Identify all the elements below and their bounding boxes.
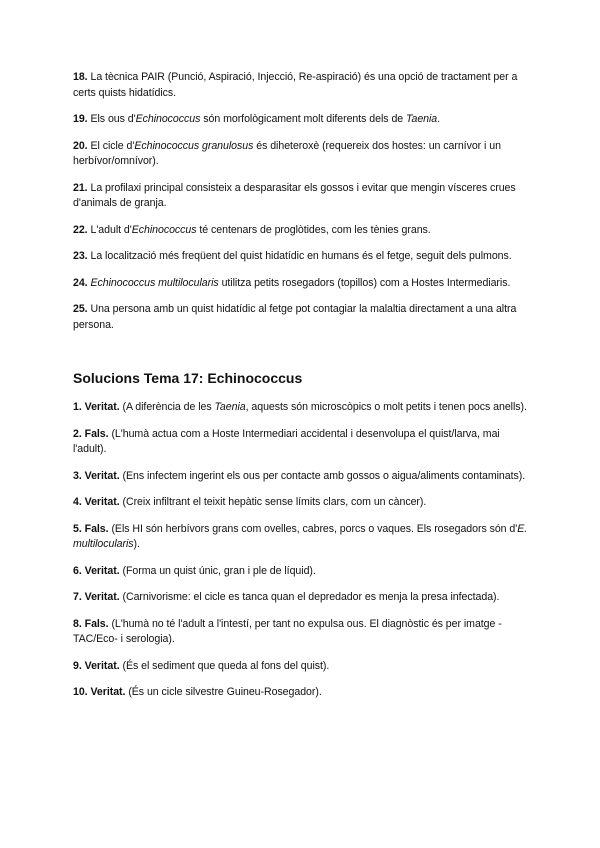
item-text: La tècnica PAIR (Punció, Aspiració, Injecció, Re-aspiració) és una opció de tractament per a certs quists hidatídics. — [73, 71, 518, 99]
solution-item — [73, 617, 528, 648]
solution-verdict: Veritat. — [90, 686, 126, 698]
item-text: (Creix infiltrant el teixit hepàtic sense límits clars, com un càncer). — [119, 496, 427, 508]
question-number: 23. — [73, 250, 88, 262]
solution-item — [73, 469, 528, 485]
question-number: 20. — [73, 139, 88, 152]
italic-term: Echinococcus multilocularis — [90, 276, 219, 289]
italic-term: Echinococcus — [131, 223, 197, 236]
question-item — [73, 302, 528, 333]
solutions-heading: Solucions Tema 17: Echinococcus — [73, 370, 303, 386]
question-item — [73, 181, 528, 212]
page-content — [73, 70, 528, 712]
solution-verdict: Veritat. — [84, 401, 120, 413]
italic-term: Taenia — [406, 113, 438, 125]
item-text: (L'humà no té l'adult a l'intestí, per tant no expulsa ous. El diagnòstic és per imatge -TAC/Eco- i serologia). — [73, 617, 502, 645]
question-number: 24. — [73, 276, 88, 289]
item-text: (Carnivorisme: el cicle es tanca quan el depredador es menja la presa infectada). — [119, 591, 500, 603]
question-item — [73, 139, 528, 170]
solution-item — [73, 427, 528, 458]
question-item — [73, 249, 528, 265]
question-item — [73, 112, 528, 128]
italic-term: Echinococcus — [135, 113, 201, 125]
item-text: Els ous d' — [90, 113, 136, 125]
item-text: són morfològicament molt diferents dels de — [200, 113, 407, 125]
solution-item — [73, 659, 528, 675]
item-text: (L'humà actua com a Hoste Intermediari accidental i desenvolupa el quist/larva, mai l'adult). — [73, 427, 500, 455]
solution-number: 6. — [73, 564, 82, 577]
solutions-list — [73, 400, 528, 701]
item-text: , aquests són microscòpics o molt petits i tenen pocs anells). — [245, 401, 527, 413]
item-text: (És el sediment que queda al fons del quist). — [119, 659, 330, 672]
item-text: La localització més freqüent del quist hidatídic en humans és el fetge, seguit dels pulmons. — [90, 250, 512, 262]
question-number: 21. — [73, 181, 88, 194]
solution-item — [73, 564, 528, 580]
question-number: 25. — [73, 303, 88, 315]
solution-number: 2. — [73, 427, 82, 440]
item-text: és diheteroxè (requereix dos hostes: un carnívor i un herbívor/omnívor). — [73, 139, 501, 167]
solution-number: 5. — [73, 522, 82, 535]
solution-verdict: Veritat. — [84, 469, 120, 482]
item-text: utilitza petits rosegadors (topillos) com a Hostes Intermediaris. — [218, 276, 511, 289]
item-text: Una persona amb un quist hidatídic al fetge pot contagiar la malaltia directament a una altra persona. — [73, 303, 517, 331]
solution-number: 9. — [73, 659, 82, 672]
item-text: (A diferència de les — [119, 401, 215, 413]
questions-list — [73, 70, 528, 333]
solution-item — [73, 685, 528, 701]
italic-term: Taenia — [214, 401, 246, 413]
solution-verdict: Veritat. — [84, 564, 120, 577]
item-text: El cicle d' — [90, 139, 135, 152]
solution-number: 3. — [73, 469, 82, 482]
item-text: . — [437, 113, 441, 125]
solution-number: 10. — [73, 686, 88, 698]
item-text: La profilaxi principal consisteix a desparasitar els gossos i evitar que mengin vísceres crues d'animals de granja. — [73, 181, 516, 209]
solution-verdict: Veritat. — [84, 496, 120, 508]
solution-item — [73, 590, 528, 606]
question-number: 18. — [73, 71, 88, 83]
italic-term: Echinococcus granulosus — [134, 139, 254, 152]
item-text: (És un cicle silvestre Guineu-Rosegador). — [125, 686, 322, 698]
item-text: L'adult d' — [90, 223, 132, 236]
question-item — [73, 223, 528, 239]
item-text: té centenars de proglòtides, com les tènies grans. — [196, 223, 431, 236]
solution-verdict: Veritat. — [84, 591, 120, 603]
question-item — [73, 70, 528, 101]
solution-item — [73, 522, 528, 553]
question-number: 22. — [73, 223, 88, 236]
solution-number: 7. — [73, 591, 82, 603]
question-item — [73, 276, 528, 292]
solution-number: 1. — [73, 401, 82, 413]
item-text: ). — [133, 538, 140, 550]
solution-item — [73, 495, 528, 511]
solution-verdict: Fals. — [84, 522, 109, 535]
item-text: (Els HI són herbívors grans com ovelles, cabres, porcs o vaques. Els rosegadors són d' — [108, 522, 518, 535]
question-number: 19. — [73, 113, 88, 125]
solution-verdict: Fals. — [84, 427, 109, 440]
solution-number: 8. — [73, 617, 82, 630]
item-text: (Forma un quist únic, gran i ple de líquid). — [119, 564, 316, 577]
solution-verdict: Fals. — [84, 617, 109, 630]
solution-verdict: Veritat. — [84, 659, 120, 672]
solution-number: 4. — [73, 496, 82, 508]
italic-term: E. multilocularis — [73, 522, 528, 550]
solution-item — [73, 400, 528, 416]
item-text: (Ens infectem ingerint els ous per contacte amb gossos o aigua/aliments contaminats). — [119, 469, 526, 482]
